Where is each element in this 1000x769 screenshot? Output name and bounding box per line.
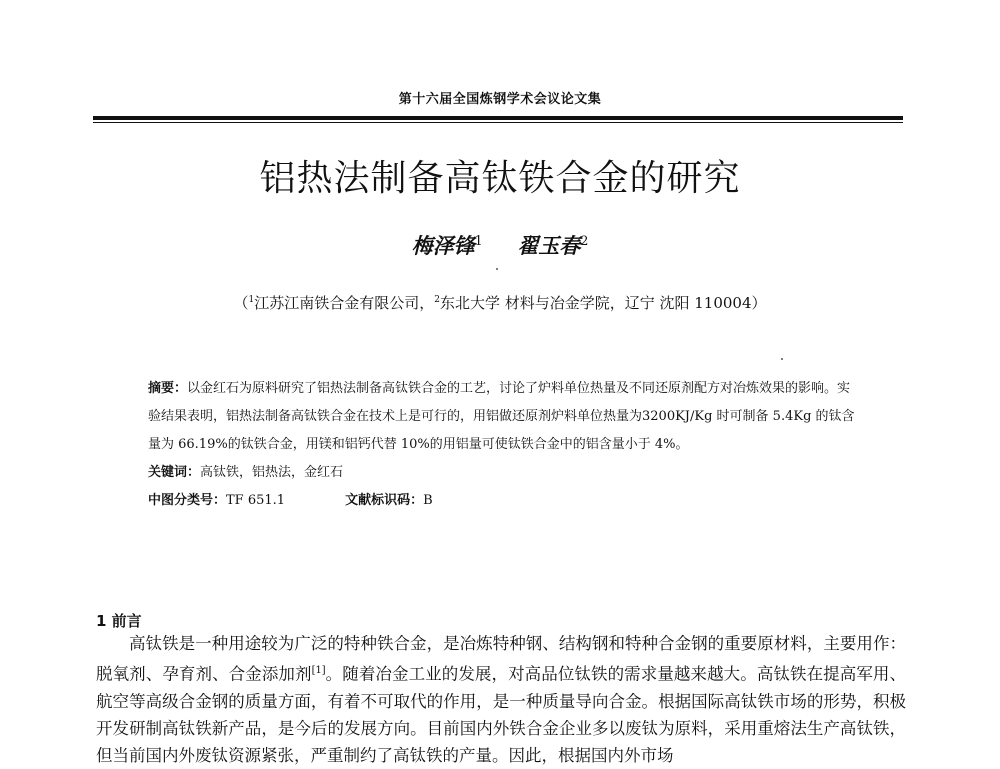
author-2 (517, 230, 588, 260)
affiliation-mark-2: 2 (434, 295, 440, 305)
author-list (0, 230, 1000, 260)
affiliation-org-2: 东北大学 材料与冶金学院，辽宁 沈阳 110004） (439, 294, 767, 312)
keywords-label: 关键词： (148, 465, 201, 480)
body-paragraph (96, 630, 906, 769)
affiliation-open-paren: （ (233, 294, 249, 312)
running-header: 第十六届全国炼钢学术会议论文集 (398, 92, 602, 107)
header-rule-thick (93, 116, 903, 120)
author-2-name: 翟玉春 (517, 233, 581, 258)
scan-speck (496, 268, 498, 270)
keywords-text: 高钛铁，铝热法，金红石 (200, 465, 344, 480)
paper-title: 铝热法制备高钛铁合金的研究 (259, 158, 741, 199)
abstract-block (148, 375, 860, 515)
affiliation-line (0, 292, 1000, 313)
clc-value: TF 651.1 (226, 493, 286, 508)
author-1 (412, 230, 483, 260)
scan-speck (781, 358, 783, 360)
section-heading: 1 前言 (96, 612, 142, 630)
citation-ref: [1] (311, 665, 326, 676)
clc-label: 中图分类号： (148, 493, 227, 508)
author-1-affil-mark: 1 (474, 233, 483, 248)
header-rule-thin (93, 122, 903, 123)
abstract-label: 摘要： (148, 381, 188, 396)
body-text-part-1: 高钛铁是一种用途较为广泛的特种铁合金，是冶炼特种钢、结构钢和特种合金钢的重要原材料，主要用作：脱氧剂、孕育剂、合金添加剂 (96, 634, 906, 684)
abstract-text: 以金红石为原料研究了铝热法制备高钛铁合金的工艺，讨论了炉料单位热量及不同还原剂配方对冶炼效果的影响。实验结果表明，铝热法制备高钛铁合金在技术上是可行的，用铝做还原剂炉料单位热量为3200KJ/Kg 时可制备 5.4Kg 的钛含量为 66.19%的钛铁合金，用镁和铝钙代替 10%的用铝量可使钛铁合金中的铝含量小于 4%。 (148, 381, 855, 452)
doc-code-value: B (423, 493, 433, 508)
body-text-part-2: 。随着冶金工业的发展，对高品位钛铁的需求量越来越大。高钛铁在提高军用、航空等高级合金钢的质量方面，有着不可取代的作用，是一种质量导向合金。根据国际高钛铁市场的形势，积极开发研制高钛铁新产品，是今后的发展方向。目前国内外铁合金企业多以废钛为原料，采用重熔法生产高钛铁，但当前国内外废钛资源紧张，严重制约了高钛铁的产量。因此，根据国内外市场 (96, 664, 907, 765)
affiliation-org-1: 江苏江南铁合金有限公司， (254, 294, 435, 312)
author-2-affil-mark: 2 (580, 233, 589, 248)
affiliation-mark-1: 1 (248, 295, 255, 305)
abstract (148, 375, 860, 459)
section-body (96, 630, 906, 769)
classification-row (148, 487, 860, 515)
doc-code-label: 文献标识码： (345, 493, 424, 508)
keywords (148, 459, 860, 487)
author-1-name: 梅泽锋 (411, 233, 475, 258)
